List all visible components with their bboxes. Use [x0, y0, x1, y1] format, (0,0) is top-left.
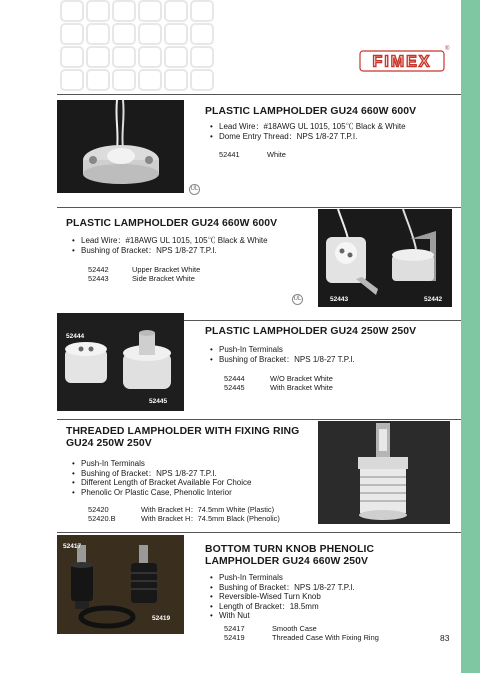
feature-item: • Dome Entry Thread：NPS 1/8-27 T.P.I.	[209, 132, 406, 142]
feature-item: • Bushing of Bracket：NPS 1/8-27 T.P.I.	[209, 583, 355, 593]
item-description: Side Bracket White	[132, 274, 195, 283]
item-description: With Bracket H：74.5mm Black (Phenolic)	[141, 514, 280, 523]
feature-list	[209, 573, 355, 621]
photo-code-label: 52443	[330, 296, 349, 303]
section-title	[205, 544, 374, 568]
photo-code-label: 52444	[66, 333, 85, 340]
ul-listed-icon: UL	[292, 294, 303, 305]
section-title-line: THREADED LAMPHOLDER WITH FIXING RING	[66, 426, 300, 437]
item-description: White	[267, 150, 286, 159]
photo-code-label: 52419	[152, 615, 171, 622]
feature-item: • Bushing of Bracket：NPS 1/8-27 T.P.I.	[71, 469, 251, 479]
photo-code-label: 52442	[424, 296, 443, 303]
item-description: With Bracket White	[270, 383, 333, 392]
feature-list	[209, 122, 406, 141]
item-description: W/O Bracket White	[270, 374, 333, 383]
feature-item: • Push-In Terminals	[209, 573, 355, 583]
item-code: 52420	[88, 505, 109, 514]
feature-item: • Push-In Terminals	[209, 345, 355, 355]
background-watermark	[60, 0, 220, 95]
product-photo-52444-52445	[57, 313, 184, 411]
feature-item: • With Nut	[209, 611, 355, 621]
item-code: 52420.B	[88, 514, 116, 523]
feature-item: • Lead Wire：#18AWG UL 1015, 105℃ Black & White	[209, 122, 406, 132]
section-title-line: LAMPHOLDER GU24 660W 250V	[205, 556, 369, 567]
item-code: 52445	[224, 383, 245, 392]
section-divider	[57, 94, 461, 95]
item-list	[224, 624, 379, 642]
section-title: PLASTIC LAMPHOLDER GU24 660W 600V	[66, 218, 278, 229]
item-description: With Bracket H：74.5mm White (Plastic)	[141, 505, 275, 514]
feature-item: • Bushing of Bracket：NPS 1/8-27 T.P.I.	[71, 246, 268, 256]
section-title	[66, 426, 299, 450]
photo-code-label: 52445	[149, 398, 168, 405]
feature-item: • Lead Wire：#18AWG UL 1015, 105℃ Black & White	[71, 236, 268, 246]
side-color-bar	[461, 0, 480, 673]
product-photo-52442-52443	[318, 209, 452, 307]
feature-item: • Push-In Terminals	[71, 459, 251, 469]
feature-item: • Reversible-Wised Turn Knob	[209, 592, 355, 602]
feature-list	[71, 459, 251, 497]
page-number: 83	[440, 633, 450, 643]
item-code: 52441	[219, 150, 240, 159]
item-description: Smooth Case	[272, 624, 317, 633]
section-divider	[57, 207, 461, 208]
feature-item: • Length of Bracket：18.5mm	[209, 602, 355, 612]
item-code: 52417	[224, 624, 245, 633]
item-code: 52442	[88, 265, 109, 274]
item-list	[219, 150, 286, 159]
feature-list	[71, 236, 268, 255]
section-divider	[57, 419, 461, 420]
brand-logo	[359, 50, 445, 72]
feature-item: • Phenolic Or Plastic Case, Phenolic Interior	[71, 488, 251, 498]
feature-item: • Different Length of Bracket Available For Choice	[71, 478, 251, 488]
item-list	[88, 505, 280, 523]
item-code: 52443	[88, 274, 109, 283]
svg-text:FIMEX: FIMEX	[372, 53, 432, 71]
ul-listed-icon: UL	[189, 184, 200, 195]
photo-code-label: 52417	[63, 543, 82, 550]
item-description: Threaded Case With Fixing Ring	[272, 633, 379, 642]
section-divider	[57, 532, 461, 533]
item-list	[224, 374, 333, 392]
section-title-line: BOTTOM TURN KNOB PHENOLIC	[205, 544, 375, 555]
product-photo-52420	[318, 421, 450, 524]
item-code: 52444	[224, 374, 245, 383]
registered-mark: ®	[445, 46, 450, 52]
section-title: PLASTIC LAMPHOLDER GU24 660W 600V	[205, 106, 417, 117]
product-photo-52417-52419	[57, 535, 184, 634]
section-title: PLASTIC LAMPHOLDER GU24 250W 250V	[205, 326, 417, 337]
feature-list	[209, 345, 355, 364]
product-photo-52441	[57, 100, 184, 193]
item-list	[88, 265, 200, 283]
item-code: 52419	[224, 633, 245, 642]
item-description: Upper Bracket White	[132, 265, 201, 274]
section-title-line: GU24 250W 250V	[66, 438, 152, 449]
feature-item: • Bushing of Bracket：NPS 1/8-27 T.P.I.	[209, 355, 355, 365]
